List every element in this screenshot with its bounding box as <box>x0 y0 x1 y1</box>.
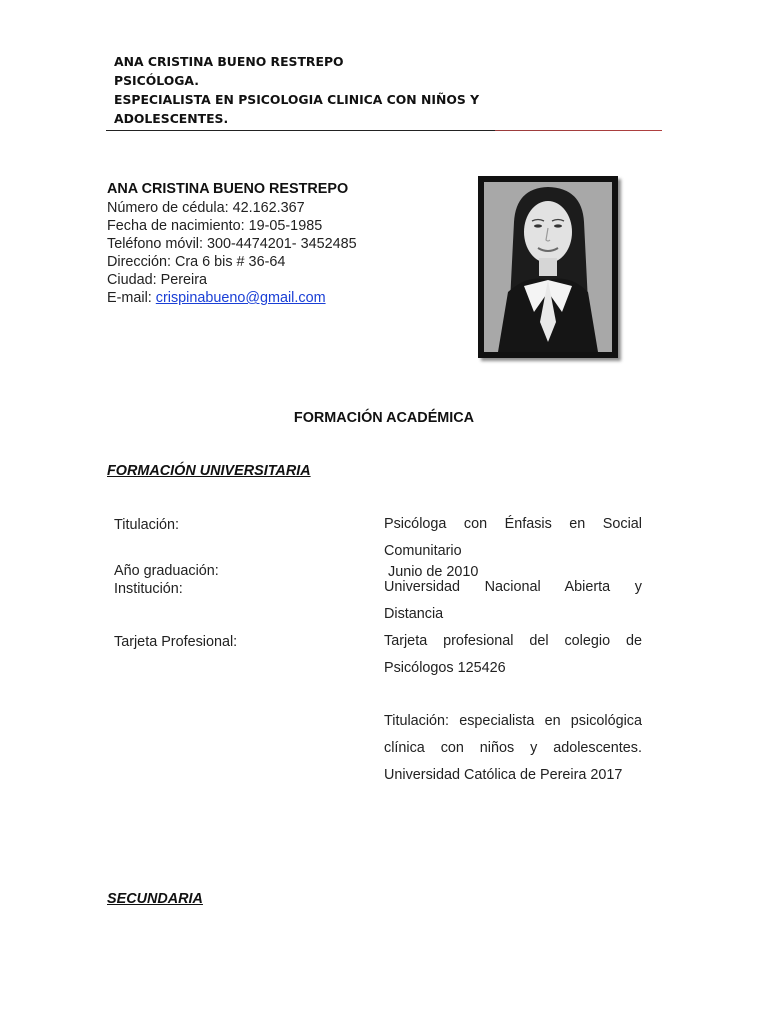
university-subheading: FORMACIÓN UNIVERSITARIA <box>107 463 311 479</box>
graduation-year-value: Junio de 2010 <box>384 564 479 580</box>
titulacion-label: Titulación: <box>114 517 180 533</box>
profile-photo-image <box>484 182 612 352</box>
person-name: ANA CRISTINA BUENO RESTREPO <box>107 181 349 197</box>
cedula-text: Número de cédula: 42.162.367 <box>107 200 305 216</box>
graduation-year-label: Año graduación: <box>114 563 219 579</box>
email-label: E-mail: <box>107 290 156 306</box>
professional-card-label: Tarjeta Profesional: <box>114 634 238 650</box>
institution-label: Institución: <box>114 581 183 597</box>
specialization-value: Titulación: especialista en psicológica clínica con niños y adolescentes. Universidad Católica de Pereira 2017 <box>384 713 642 783</box>
letterhead <box>114 52 534 128</box>
profile-photo <box>478 176 618 358</box>
institution-value: Universidad Nacional Abierta y Distancia <box>384 579 642 622</box>
email-row <box>107 289 447 307</box>
professional-card-value: Tarjeta profesional del colegio de Psicólogos 125426 <box>384 633 642 676</box>
birthdate-text: Fecha de nacimiento: 19-05-1985 <box>107 218 323 234</box>
titulacion-value: Psicóloga con Énfasis en Social Comunitario <box>384 516 642 559</box>
phone-text: Teléfono móvil: 300-4474201- 3452485 <box>107 236 357 252</box>
secondary-subheading: SECUNDARIA <box>107 891 203 907</box>
address-text: Dirección: Cra 6 bis # 36-64 <box>107 254 286 270</box>
letterhead-specialty-cont: ADOLESCENTES. <box>114 111 229 126</box>
academic-section-heading: FORMACIÓN ACADÉMICA <box>293 410 475 426</box>
portrait-illustration <box>484 182 612 352</box>
email-link[interactable]: crispinabueno@gmail.com <box>155 290 326 306</box>
letterhead-profession: PSICÓLOGA. <box>114 73 199 88</box>
city-text: Ciudad: Pereira <box>107 272 207 288</box>
letterhead-name: ANA CRISTINA BUENO RESTREPO <box>114 54 344 69</box>
letterhead-specialty: ESPECIALISTA EN PSICOLOGIA CLINICA CON NIÑOS Y <box>114 92 480 107</box>
header-divider <box>106 130 662 131</box>
personal-info <box>107 180 447 307</box>
